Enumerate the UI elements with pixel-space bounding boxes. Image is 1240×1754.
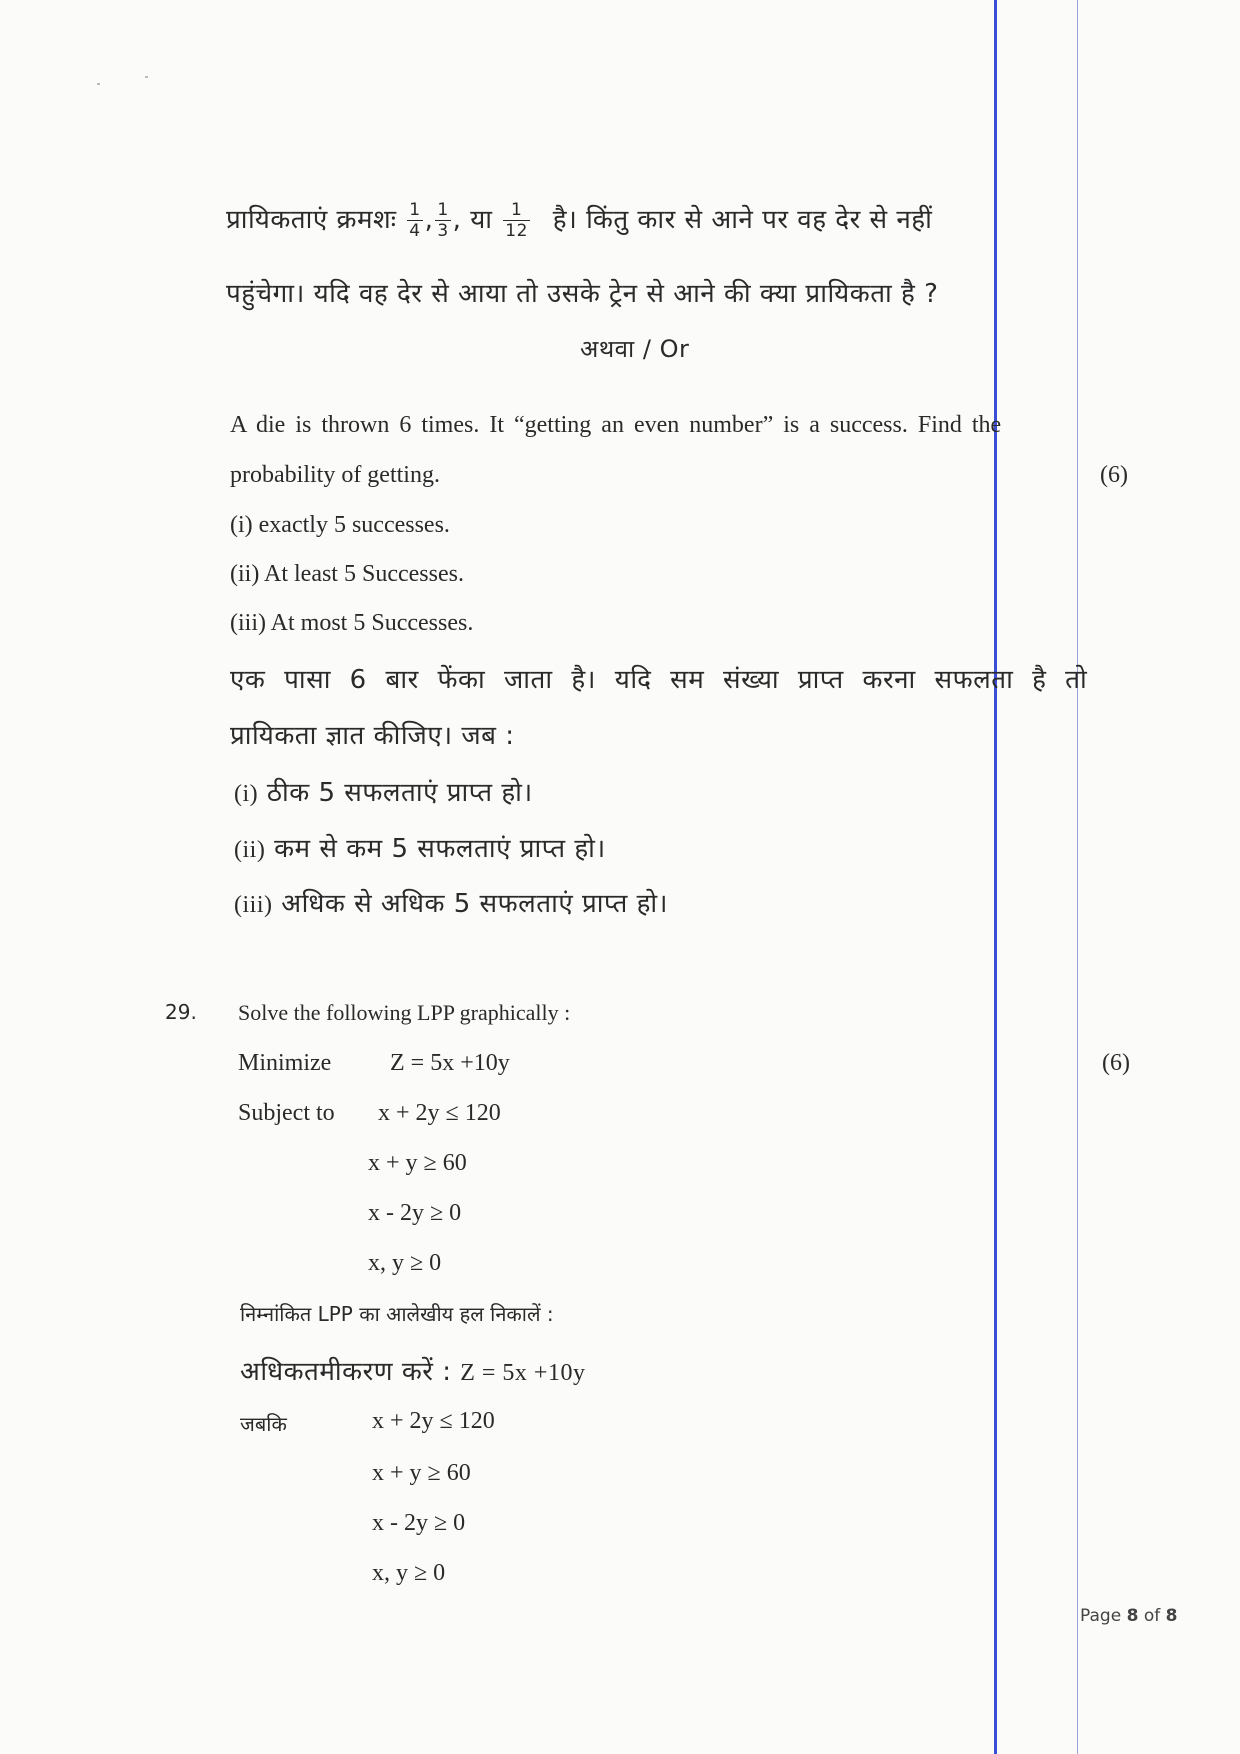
q29-constraint-2: x + y ≥ 60 [368, 1150, 467, 1176]
alt-question-hindi-item-2 [234, 829, 606, 865]
fraction-one-twelfth [503, 200, 530, 241]
alt-question-item-2: (ii) At least 5 Successes. [230, 561, 464, 587]
q29-hindi-intro: निम्नांकित LPP का आलेखीय हल निकालें : [240, 1302, 554, 1326]
q29-hindi-objective-line [240, 1352, 585, 1388]
fraction-one-third [435, 200, 450, 241]
q29-hindi-constraint-1: x + 2y ≤ 120 [372, 1408, 495, 1434]
continued-line-1 [226, 200, 932, 241]
item-text: अधिक से अधिक 5 सफलताएं प्राप्त हो। [281, 889, 669, 919]
alt-question-item-3: (iii) At most 5 Successes. [230, 610, 474, 636]
q29-hindi-constraint-2: x + y ≥ 60 [372, 1460, 471, 1486]
text-segment: या [470, 205, 493, 235]
alt-question-marks: (6) [1100, 462, 1128, 488]
separator: , [424, 205, 434, 235]
alt-question-line-2: probability of getting. [230, 462, 440, 488]
q29-objective: Z = 5x +10y [390, 1050, 510, 1076]
hindi-objective: Z = 5x +10y [460, 1360, 586, 1386]
denominator: 4 [409, 221, 421, 241]
numerator: 1 [409, 200, 421, 220]
text-segment: प्रायिकताएं क्रमशः [226, 205, 397, 235]
q29-hindi-constraint-3: x - 2y ≥ 0 [372, 1510, 466, 1536]
q29-constraint-4: x, y ≥ 0 [368, 1250, 442, 1276]
numerator: 1 [437, 200, 449, 220]
margin-line-thin [1077, 0, 1078, 1754]
q29-subject-label: Subject to [238, 1100, 335, 1126]
question-number: 29. [165, 1000, 197, 1024]
denominator: 3 [437, 221, 449, 241]
alt-question-hindi-line-2: प्रायिकता ज्ञात कीजिए। जब : [230, 721, 515, 751]
separator: , [452, 205, 462, 235]
alt-question-item-1: (i) exactly 5 successes. [230, 512, 450, 538]
roman-label: (iii) [234, 892, 273, 918]
q29-hindi-constraint-4: x, y ≥ 0 [372, 1560, 446, 1586]
total-pages: 8 [1165, 1606, 1178, 1626]
fraction-one-fourth [407, 200, 422, 241]
or-separator: अथवा / Or [580, 335, 690, 363]
numerator: 1 [503, 200, 530, 221]
footer-prefix: Page [1080, 1606, 1122, 1626]
roman-label: (ii) [234, 837, 266, 863]
q29-constraint-1: x + 2y ≤ 120 [378, 1100, 501, 1126]
continued-line-2: पहुंचेगा। यदि वह देर से आया तो उसके ट्रेन से आने की क्या प्रायिकता है ? [226, 279, 939, 309]
alt-question-hindi-item-3 [234, 884, 668, 920]
q29-minimize-label: Minimize [238, 1050, 332, 1076]
footer-of: of [1143, 1606, 1161, 1626]
denominator: 12 [505, 221, 528, 241]
hindi-objective-label: अधिकतमीकरण करें : [240, 1357, 452, 1387]
item-text: ठीक 5 सफलताएं प्राप्त हो। [266, 778, 533, 808]
q29-hindi-subject-label: जबकि [240, 1412, 287, 1436]
scan-speck [97, 83, 100, 85]
q29-constraint-3: x - 2y ≥ 0 [368, 1200, 462, 1226]
item-text: कम से कम 5 सफलताएं प्राप्त हो। [274, 834, 606, 864]
alt-question-line-1: A die is thrown 6 times. It “getting an even number” is a success. Find the [230, 412, 1002, 438]
roman-label: (i) [234, 781, 259, 807]
alt-question-hindi-line-1: एक पासा 6 बार फेंका जाता है। यदि सम संख्या प्राप्त करना सफलता है तो [230, 665, 1088, 695]
page-footer [1080, 1606, 1177, 1626]
current-page: 8 [1126, 1606, 1139, 1626]
alt-question-hindi-item-1 [234, 773, 533, 809]
margin-line-blue [994, 0, 997, 1754]
q29-marks: (6) [1102, 1050, 1130, 1076]
scan-speck [145, 76, 148, 78]
q29-intro: Solve the following LPP graphically : [238, 1000, 571, 1025]
text-segment: है। किंतु कार से आने पर वह देर से नहीं [552, 205, 933, 235]
